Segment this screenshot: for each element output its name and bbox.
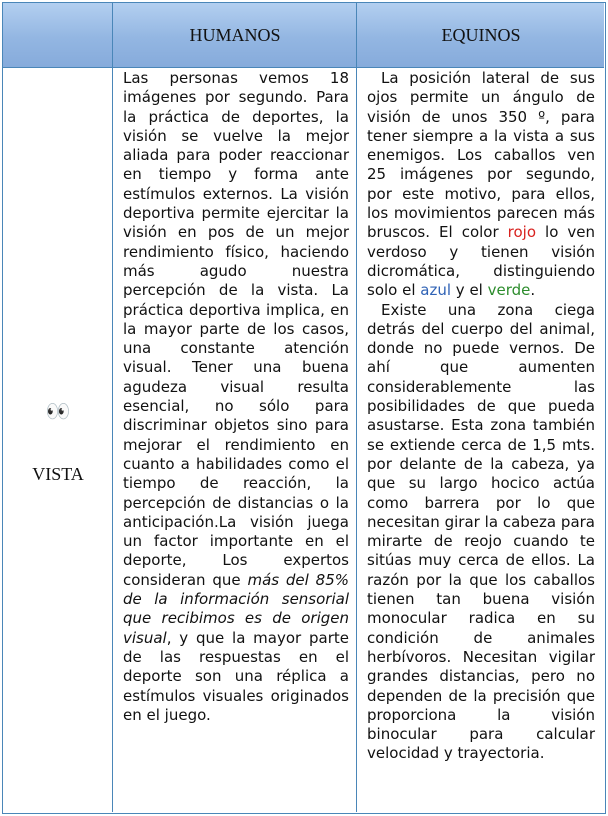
horses-text-1c: y el xyxy=(451,281,488,300)
humans-italic-quote: más del 85% de la información sensorial que recibimos es de origen visual xyxy=(123,570,349,647)
color-word-blue: azul xyxy=(420,281,452,300)
humans-text-cell xyxy=(123,69,349,725)
row-header-vista xyxy=(3,69,113,813)
color-word-red: rojo xyxy=(507,223,537,242)
humans-paragraph xyxy=(123,69,349,725)
horses-text-1a: La posición lateral de sus ojos permite un ángulo de visión de unos 350 º, para tener siempre a la vista a sus enemigos. Los caballos ven 25 imágenes por segundo, por este motivo, para ellos, los movimientos parecen más bruscos. El color xyxy=(367,69,595,242)
horses-paragraph-1 xyxy=(367,69,595,301)
humans-text-2: , y que la mayor parte de las respuestas en el deporte son una réplica a estímulos visuales originados en el juego. xyxy=(123,628,349,724)
header-humans: HUMANOS xyxy=(189,24,281,45)
horses-text-1d: . xyxy=(530,281,536,300)
comparison-table xyxy=(2,2,606,814)
color-word-green: verde xyxy=(487,281,531,300)
header-horses: EQUINOS xyxy=(441,24,521,45)
humans-text-1: Las personas vemos 18 imágenes por segundo. Para la práctica de deportes, la visión se vuelve la mejor aliada para poder reaccionar en tiempo y forma ante estímulos externos. La visión deportiva permite ejercitar la visión en pos de un mejor rendimiento físico, haciendo más agudo nuestra percepción de la vista. La práctica deportiva implica, en la mayor parte de los casos, una constante atención visual. Tener una buena agudeza visual resulta esencial, no sólo para discriminar objetos sino para mejorar el rendimiento en cuanto a habilidades como el tiempo de reacción, la percepción de distancias o la anticipación.La visión juega un factor importante en el deporte, Los expertos consideran que xyxy=(123,69,349,589)
horses-text-cell xyxy=(367,69,595,764)
horses-paragraph-2: Existe una zona ciega detrás del cuerpo del animal, donde no puede vernos. De ahí que aumenten considerablemente las posibilidades de que pueda asustarse. Esta zona también se extiende cerca de 1,5 mts. por delante de la cabeza, ya que su largo hocico actúa como barrera por lo que necesitan girar la cabeza para mirarte de reojo cuando te sitúas muy cerca de ellos. La razón por la que los caballos tienen tan buena visión monocular radica en su condición de animales herbívoros. Necesitan vigilar grandes distancias, pero no dependen de la precisión que proporciona la visión binocular para calcular velocidad y trayectoria. xyxy=(367,300,595,763)
table-header-row xyxy=(3,3,604,68)
row-label: VISTA xyxy=(32,464,84,484)
horses-text-1b: lo ven verdoso y tienen visión dicromática, distinguiendo solo el xyxy=(367,223,596,300)
column-divider xyxy=(356,3,357,812)
eyes-icon: 👀 xyxy=(45,399,71,423)
